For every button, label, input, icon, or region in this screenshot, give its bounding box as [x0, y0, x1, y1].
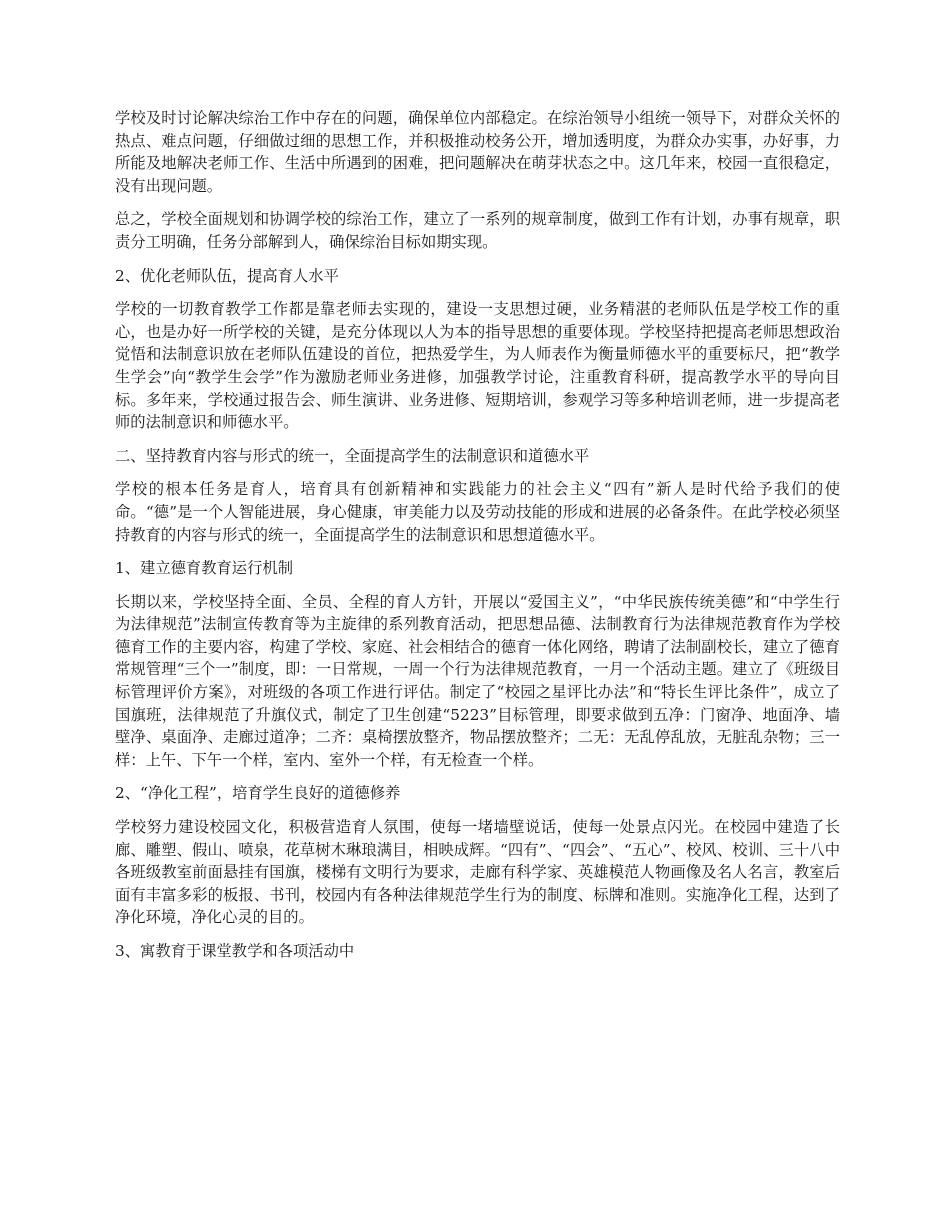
paragraph-stability: 学校及时讨论解决综治工作中存在的问题，确保单位内部稳定。在综治领导小组统一领导下，对群众关怀的热点、难点问题，仔细做过细的思想工作，并积极推动校务公开，增加透明度，为群众办实事，办好事，力所能及地解决老师工作、生活中所遇到的困难，把问题解决在萌芽状态之中。这几年来，校园一直很稳定，没有出现问题。 [115, 109, 840, 195]
paragraph-moral-mechanism: 长期以来，学校坚持全面、全员、全程的育人方针，开展以“爱国主义”，“中华民族传统美德”和“中学生行为法律规范”法制宣传教育等为主旋律的系列教育活动，把思想品德、法制教育行为法律规范教育作为学校德育工作的主要内容，构建了学校、家庭、社会相结合的德育一体化网络，聘请了法制副校长，建立了德育常规管理“三个一”制度，即：一日常规，一周一个行为法律规范教育，一月一个活动主题。建立了《班级目标管理评价方案》，对班级的各项工作进行评估。制定了“校园之星评比办法”和“特长生评比条件”，成立了国旗班，法律规范了升旗仪式，制定了卫生创建“5223”目标管理，即要求做到五净：门窗净、地面净、墙壁净、桌面净、走廊过道净；二齐：桌椅摆放整齐，物品摆放整齐；二无：无乱停乱放，无脏乱杂物；三一样：上午、下午一个样，室内、室外一个样，有无检查一个样。 [115, 592, 840, 769]
paragraph-purification-project: 学校努力建设校园文化，积极营造育人氛围，使每一堵墙壁说话，使每一处景点闪光。在校园中建造了长廊、雕塑、假山、喷泉，花草树木琳琅满目，相映成辉。“四有”、“四会”、“五心”、校风、校训、三十八中各班级教室前面悬挂有国旗，楼梯有文明行为要求，走廊有科学家、英雄模范人物画像及名人名言，教室后面有丰富多彩的板报、书刊，校园内有各种法律规范学生行为的制度、标牌和准则。实施净化工程，达到了净化环境，净化心灵的目的。 [115, 818, 840, 927]
paragraph-teacher-team: 学校的一切教育教学工作都是靠老师去实现的，建设一支思想过硬，业务精湛的老师队伍是学校工作的重心，也是办好一所学校的关键，是充分体现以人为本的指导思想的重要体现。学校坚持把提高老师思想政治觉悟和法制意识放在老师队伍建设的首位，把热爱学生，为人师表作为衡量师德水平的重要标尺，把“教学生学会”向“教学生会学”作为激励老师业务进修，加强教学讨论，注重教育科研，提高教学水平的导向目标。多年来，学校通过报告会、师生演讲、业务进修、短期培训，参观学习等多种培训老师，进一步提高老师的法制意识和师德水平。 [115, 300, 840, 432]
heading-purification-project: 2、“净化工程”，培育学生良好的道德修养 [115, 784, 401, 803]
paragraph-summary: 总之，学校全面规划和协调学校的综治工作，建立了一系列的规章制度，做到工作有计划，办事有规章，职责分工明确，任务分部解到人，确保综治目标如期实现。 [115, 210, 840, 251]
paragraph-section-two: 学校的根本任务是育人，培育具有创新精神和实践能力的社会主义“四有”新人是时代给予我们的使命。“德”是一个人智能进展，身心健康，审美能力以及劳动技能的形成和进展的必备条件。在此学校必须坚持教育的内容与形式的统一，全面提高学生的法制意识和思想道德水平。 [115, 480, 840, 544]
heading-teacher-team: 2、优化老师队伍，提高育人水平 [115, 266, 339, 285]
heading-section-two: 二、坚持教育内容与形式的统一，全面提高学生的法制意识和道德水平 [115, 446, 590, 465]
heading-classroom-activities: 3、寓教育于课堂教学和各项活动中 [115, 942, 355, 960]
heading-moral-mechanism: 1、建立德育教育运行机制 [115, 559, 293, 578]
document-page [115, 107, 840, 974]
